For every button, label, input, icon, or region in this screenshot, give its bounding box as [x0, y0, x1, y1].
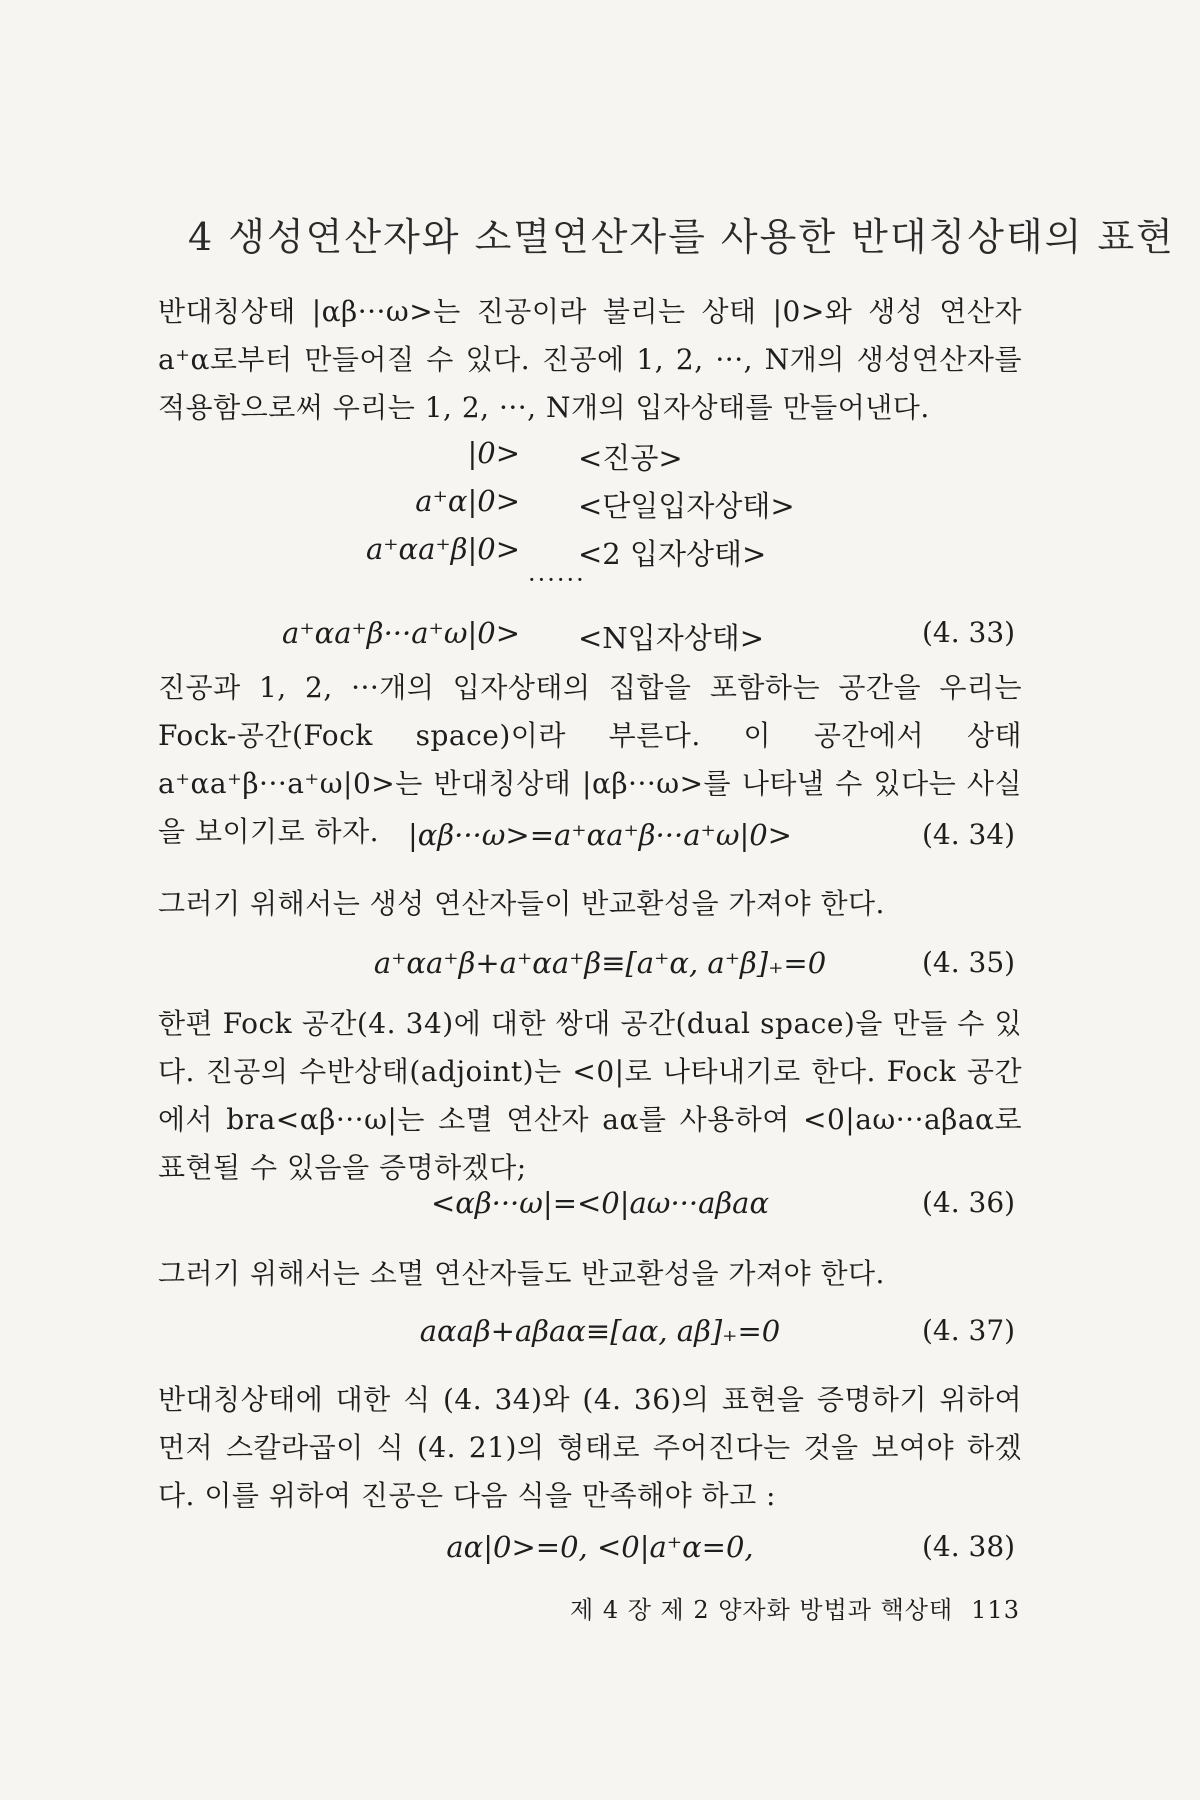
equation-number: (4. 33) [922, 616, 1016, 649]
state-label: <진공> [578, 441, 683, 475]
chapter-title: 제 4 장 제 2 양자화 방법과 핵상태 [570, 1596, 954, 1624]
equation-number: (4. 34) [922, 818, 1016, 851]
state-label: <N입자상태> [578, 621, 765, 655]
state-expr: |0> [467, 436, 520, 470]
equation-number: (4. 35) [922, 946, 1016, 979]
equation: a⁺αa⁺β+a⁺αa⁺β≡[a⁺α, a⁺β]₊=0 [373, 946, 827, 980]
running-footer [570, 1590, 1020, 1625]
section-heading: 4 생성연산자와 소멸연산자를 사용한 반대칭상태의 표현 [188, 215, 1175, 259]
paragraph-fock: 진공과 1, 2, ···개의 입자상태의 집합을 포함하는 공간을 우리는 Fock-공간(Fock space)이라 부른다. 이 공간에서 상태 a⁺αa⁺β···a⁺ω|0>는 반대칭상태 |αβ···ω>를 나타낼 수 있다는 사실을 보이기로 하자. [158, 671, 1022, 848]
equation: <αβ···ω|=<0|aω···aβaα [430, 1186, 770, 1220]
equation: aα|0>=0, <0|a⁺α=0, [446, 1530, 754, 1564]
state-expr: a⁺α|0> [415, 484, 520, 518]
paragraph-dual-space: 한편 Fock 공간(4. 34)에 대한 쌍대 공간(dual space)을 만들 수 있다. 진공의 수반상태(adjoint)는 <0|로 나타내기로 한다. Fock 공간에서 bra<αβ···ω|는 소멸 연산자 aα를 사용하여 <0|aω···aβaα로 표현될 수 있음을 증명하겠다; [158, 1007, 1022, 1184]
state-label: <2 입자상태> [578, 537, 767, 571]
paragraph-intro: 반대칭상태 |αβ···ω>는 진공이라 불리는 상태 |0>와 생성 연산자 a⁺α로부터 만들어질 수 있다. 진공에 1, 2, ···, N개의 생성연산자를 적용함으로써 우리는 1, 2, ···, N개의 입자상태를 만들어낸다. [158, 295, 1022, 424]
ellipsis: ······ [528, 566, 586, 594]
state-label: <단일입자상태> [578, 489, 795, 523]
state-expr: a⁺αa⁺β|0> [365, 532, 520, 566]
paragraph-annihilation: 그러기 위해서는 소멸 연산자들도 반교환성을 가져야 한다. [158, 1257, 885, 1290]
page-number: 113 [971, 1596, 1020, 1624]
equation: aαaβ+aβaα≡[aα, aβ]₊=0 [419, 1314, 781, 1348]
state-expr: a⁺αa⁺β···a⁺ω|0> [282, 616, 520, 650]
equation-number: (4. 38) [922, 1530, 1016, 1563]
paragraph-scalar-product: 반대칭상태에 대한 식 (4. 34)와 (4. 36)의 표현을 증명하기 위하여 먼저 스칼라곱이 식 (4. 21)의 형태로 주어진다는 것을 보여야 하겠다. 이를 위하여 진공은 다음 식을 만족해야 하고 : [158, 1383, 1022, 1512]
equation-number: (4. 36) [922, 1186, 1016, 1219]
equation-number: (4. 37) [922, 1314, 1016, 1347]
equation: |αβ···ω>=a⁺αa⁺β···a⁺ω|0> [408, 818, 792, 852]
paragraph-anticommute: 그러기 위해서는 생성 연산자들이 반교환성을 가져야 한다. [158, 887, 885, 920]
